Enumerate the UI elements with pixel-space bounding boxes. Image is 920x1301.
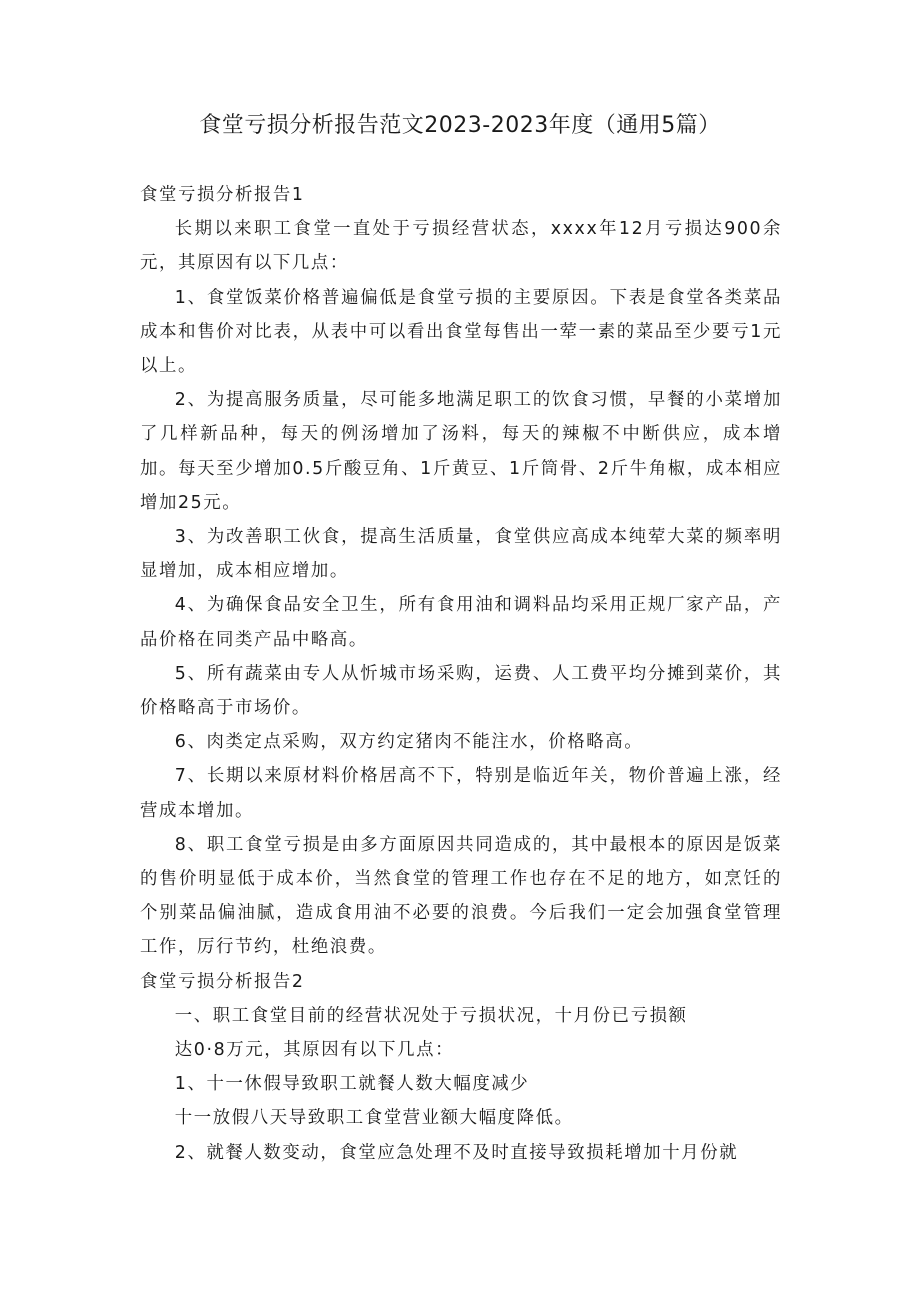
report-2-heading: 食堂亏损分析报告2 [140, 971, 305, 992]
report-1-reason-5: 5、所有蔬菜由专人从忻城市场采购，运费、人工费平均分摊到菜价，其价格略高于市场价。 [140, 663, 782, 719]
report-1-heading: 食堂亏损分析报告1 [140, 185, 305, 205]
report-2-line-3: 1、十一休假导致职工就餐人数大幅度减少 [174, 1074, 530, 1095]
report-2-line-1: 一、职工食堂目前的经营状况处于亏损状况，十月份已亏损额 [174, 1005, 688, 1026]
report-1-reason-4: 4、为确保食品安全卫生，所有食用油和调料品均采用正规厂家产品，产品价格在同类产品中略高。 [140, 595, 782, 650]
report-1-reason-2: 2、为提高服务质量，尽可能多地满足职工的饮食习惯，早餐的小菜增加了几样新品种，每天的例汤增加了汤料，每天的辣椒不中断供应，成本增加。每天至少增加0.5斤酸豆角、1斤黄豆、1斤筒骨、2斤牛角椒，成本相应增加25元。 [140, 390, 782, 513]
report-1-reason-3: 3、为改善职工伙食，提高生活质量，食堂供应高成本纯荤大菜的频率明显增加，成本相应增加。 [140, 527, 782, 582]
document-body [140, 178, 782, 1170]
report-1-reason-8: 8、职工食堂亏损是由多方面原因共同造成的，其中最根本的原因是饭菜的售价明显低于成本价，当然食堂的管理工作也存在不足的地方，如烹饪的个别菜品偏油腻，造成食用油不必要的浪费。今后我们一定会加强食堂管理工作，厉行节约，杜绝浪费。 [140, 834, 782, 958]
document-title: 食堂亏损分析报告范文2023-2023年度（通用5篇） [199, 113, 721, 138]
report-1-intro-paragraph: 长期以来职工食堂一直处于亏损经营状态，xxxx年12月亏损达900余元，其原因有以下几点： [140, 219, 782, 274]
report-1-reason-7: 7、长期以来原材料价格居高不下，特别是临近年关，物价普遍上涨，经营成本增加。 [140, 766, 782, 821]
report-1-reason-1: 1、食堂饭菜价格普遍偏低是食堂亏损的主要原因。下表是食堂各类菜品成本和售价对比表，从表中可以看出食堂每售出一荤一素的菜品至少要亏1元以上。 [140, 287, 782, 377]
report-2-line-5: 2、就餐人数变动，食堂应急处理不及时直接导致损耗增加十月份就 [174, 1142, 739, 1163]
report-2-line-2: 达0·8万元，其原因有以下几点： [174, 1040, 455, 1061]
report-2-line-4: 十一放假八天导致职工食堂营业额大幅度降低。 [174, 1108, 574, 1129]
report-1-reason-6: 6、肉类定点采购，双方约定猪肉不能注水，价格略高。 [174, 732, 644, 753]
